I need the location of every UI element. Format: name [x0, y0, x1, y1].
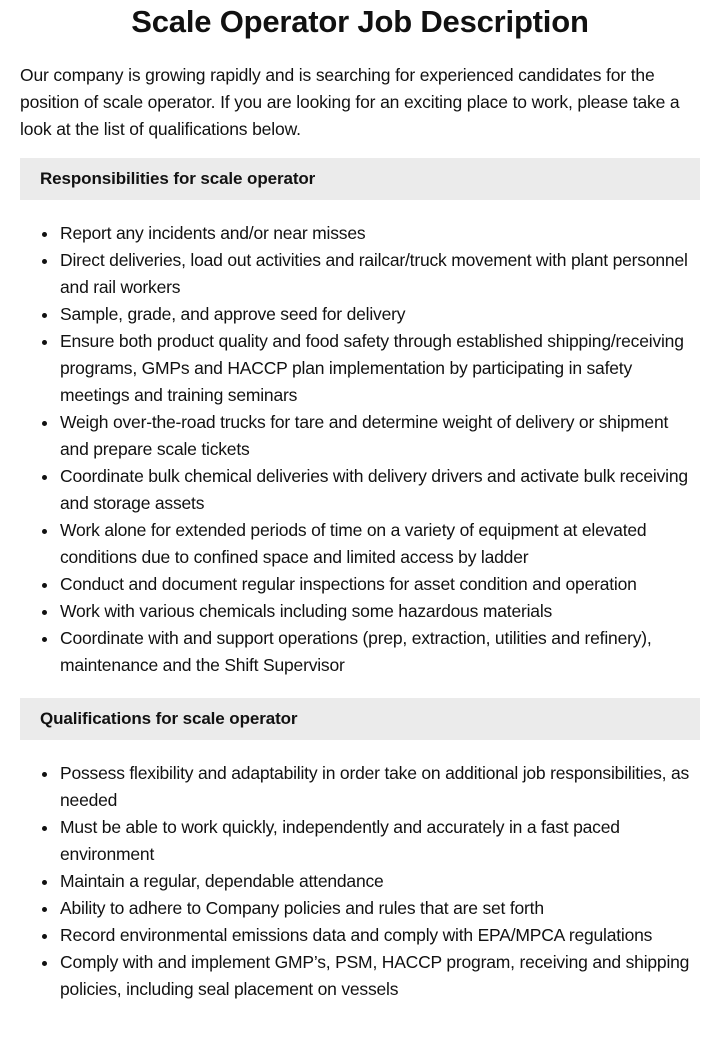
responsibilities-header — [20, 158, 700, 200]
intro-paragraph: Our company is growing rapidly and is searching for experienced candidates for the position of scale operator. If you are looking for an exciting place to work, please take a look at the list of qualifications below. — [20, 65, 680, 139]
list-item: Report any incidents and/or near misses — [60, 220, 700, 247]
qualifications-header — [20, 698, 700, 740]
page-title: Scale Operator Job Description — [131, 4, 589, 39]
list-item: Ensure both product quality and food safety through established shipping/receiving programs, GMPs and HACCP plan implementation by participating in safety meetings and training seminars — [60, 328, 700, 409]
list-item: Direct deliveries, load out activities and railcar/truck movement with plant personnel and rail workers — [60, 247, 700, 301]
list-item: Work alone for extended periods of time on a variety of equipment at elevated conditions due to confined space and limited access by ladder — [60, 517, 700, 571]
qualifications-heading: Qualifications for scale operator — [40, 709, 298, 728]
list-item: Work with various chemicals including some hazardous materials — [60, 598, 700, 625]
responsibilities-heading: Responsibilities for scale operator — [40, 169, 316, 188]
list-item: Record environmental emissions data and comply with EPA/MPCA regulations — [60, 922, 700, 949]
list-item: Maintain a regular, dependable attendance — [60, 868, 700, 895]
list-item: Conduct and document regular inspections for asset condition and operation — [60, 571, 700, 598]
list-item: Sample, grade, and approve seed for delivery — [60, 301, 700, 328]
list-item: Weigh over-the-road trucks for tare and determine weight of delivery or shipment and prepare scale tickets — [60, 409, 700, 463]
responsibilities-list — [20, 220, 700, 679]
list-item: Comply with and implement GMP’s, PSM, HACCP program, receiving and shipping policies, including seal placement on vessels — [60, 949, 700, 1003]
list-item: Coordinate with and support operations (prep, extraction, utilities and refinery), maintenance and the Shift Supervisor — [60, 625, 700, 679]
list-item: Coordinate bulk chemical deliveries with delivery drivers and activate bulk receiving and storage assets — [60, 463, 700, 517]
list-item: Ability to adhere to Company policies and rules that are set forth — [60, 895, 700, 922]
qualifications-list — [20, 760, 700, 1003]
list-item: Must be able to work quickly, independently and accurately in a fast paced environment — [60, 814, 700, 868]
list-item: Possess flexibility and adaptability in order take on additional job responsibilities, as needed — [60, 760, 700, 814]
